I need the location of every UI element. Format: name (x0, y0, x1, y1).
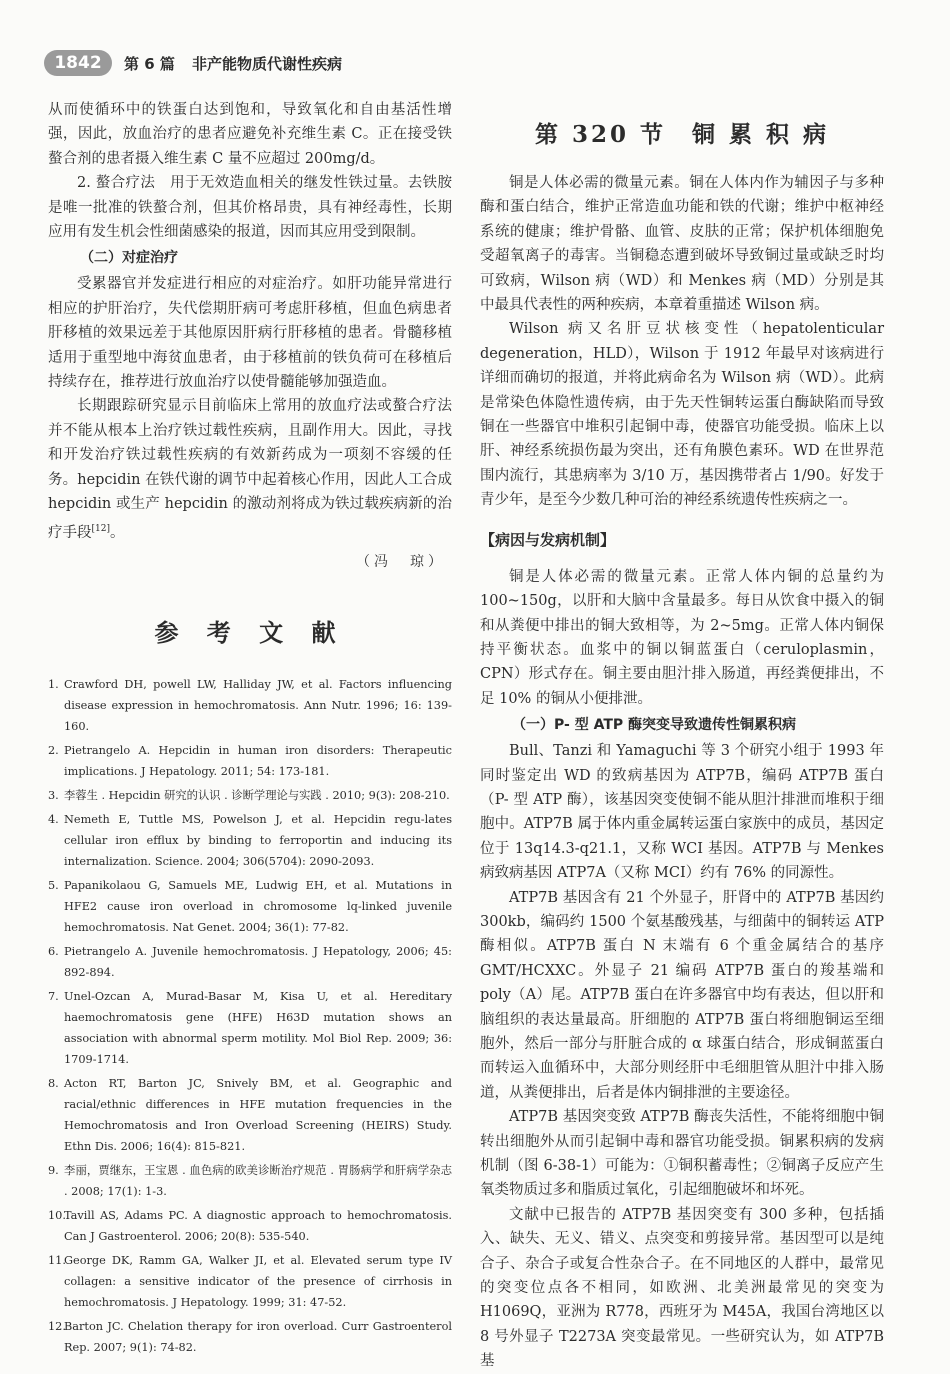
reference-number: 5. (48, 878, 59, 892)
part-label: 第 6 篇 (124, 55, 175, 73)
paragraph: 铜是人体必需的微量元素。铜在人体内作为辅因子与多种酶和蛋白结合，维护正常造血功能和铁的代谢；维护中枢神经系统的健康；维护骨骼、血管、皮肤的正常；保护机体细胞免受超氧离子的毒害。当铜稳态遭到破坏导致铜过量或缺乏时均可致病，Wilson 病（WD）和 Menkes 病（MD）分别是其中最具代表性的两种疾病，本章着重描述 Wilson 病。 (480, 175, 884, 314)
reference-number: 7. (48, 989, 59, 1003)
paragraph: Bull、Tanzi 和 Yamaguchi 等 3 个研究小组于 1993 年同时鉴定出 WD 的致病基因为 ATP7B，编码 ATP7B 蛋白（P- 型 ATP 酶），该基因突变使铜不能从胆汁排泄而堆积于细胞中。ATP7B 属于体内重金属转运蛋白家族中的成员，基因定位于 13q14.3-q21.1，又称 WCI 基因。ATP7B 与 Menkes 病致病基因 ATP7A（又称 MCI）约有 76% 的同源性。 (480, 743, 884, 882)
reference-text: 李丽，贾继东，王宝恩 . 血色病的欧美诊断治疗规范 . 胃肠病学和肝病学杂志 . 2008; 17(1): 1-3. (64, 1163, 452, 1198)
citation: [12] (91, 523, 110, 534)
paragraph-text: 长期跟踪研究显示目前临床上常用的放血疗法或螯合疗法并不能从根本上治疗铁过载性疾病，且副作用大。因此，寻找和开发治疗铁过载性疾病的有效新药成为一项刻不容缓的任务。hepcidin 在铁代谢的调节中起着核心作用，因此人工合成 hepcidin 或生产 hepcidin 的激动剂将成为铁过载疾病新的治疗手段 (48, 398, 452, 541)
reference-item (48, 1160, 452, 1202)
left-column (48, 98, 452, 1361)
reference-number: 10. (48, 1208, 66, 1222)
reference-item (48, 1205, 452, 1247)
reference-list (48, 674, 452, 1358)
reference-number: 6. (48, 944, 59, 958)
reference-text: Acton RT, Barton JC, Snively BM, et al. Geographic and racial/ethnic differences in HFE mutation frequencies in the Hemochromatosis and Iron Overload Screening (HEIRS) Study. Ethn Dis. 2006; 16(4): 815-821. (64, 1076, 452, 1153)
paragraph: 铜是人体必需的微量元素。正常人体内铜的总量约为 100~150g，以肝和大脑中含量最多。每日从饮食中摄入的铜和从粪便中排出的铜大致相等，为 2~5mg。正常人体内铜保持平衡状态。血浆中的铜以铜蓝蛋白（ceruloplasmin，CPN）形式存在。铜主要由胆汁排入肠道，再经粪便排出，不足 10% 的铜从小便排泄。 (480, 568, 884, 707)
references-title: 参 考 文 献 (154, 617, 346, 647)
reference-item (48, 941, 452, 983)
reference-text: 李蓉生 . Hepcidin 研究的认识 . 诊断学理论与实践 . 2010; 9(3): 208-210. (64, 788, 450, 802)
reference-number: 2. (48, 743, 59, 757)
reference-text: George DK, Ramm GA, Walker JI, et al. Elevated serum type IV collagen: a sensitive indicator of the presence of cirrhosis in hemochromatosis. J Hepatology. 1999; 31: 47-52. (64, 1253, 452, 1309)
reference-item (48, 809, 452, 872)
reference-text: Pietrangelo A. Hepcidin in human iron disorders: Therapeutic implications. J Hepatology. 2011; 54: 173-181. (64, 743, 452, 778)
reference-text: Crawford DH, powell LW, Halliday JW, et al. Factors influencing disease expression in hemochromatosis. Ann Nutr. 1996; 16: 139-160. (64, 677, 452, 733)
paragraph (48, 394, 452, 544)
reference-text: Nemeth E, Tuttle MS, Powelson J, et al. Hepcidin regu-lates cellular iron efflux by binding to ferroportin and inducing its internalization. Science. 2004; 306(5704): 2090-2093. (64, 812, 452, 868)
reference-number: 9. (48, 1163, 59, 1177)
right-column (480, 116, 884, 1374)
reference-number: 3. (48, 788, 59, 802)
paragraph: 文献中已报告的 ATP7B 基因突变有 300 多种，包括插入、缺失、无义、错义、点突变和剪接异常。基因型可以是纯合子、杂合子或复合性杂合子。在不同地区的人群中，最常见的突变位点各不相同，如欧洲、北美洲最常见的突变为 H1069Q，亚洲为 R778，西班牙为 M45A，我国台湾地区以 8 号外显子 T2273A 突变最常见。一些研究认为，如 ATP7B 基 (480, 1206, 884, 1370)
running-header (44, 50, 904, 80)
reference-number: 12. (48, 1319, 66, 1333)
reference-item (48, 674, 452, 737)
page-number: 1842 (44, 50, 112, 76)
reference-item (48, 785, 452, 806)
reference-text: Unel-Ozcan A, Murad-Basar M, Kisa U, et al. Hereditary haemochromatosis gene (HFE) H63D mutation shows an association with abnormal sperm motility. Mol Biol Rep. 2009; 36: 1709-1714. (64, 989, 452, 1066)
part-title: 非产能物质代谢性疾病 (192, 55, 343, 73)
paragraph: Wilson 病又名肝豆状核变性（hepatolenticular degeneration，HLD），Wilson 于 1912 年最早对该病进行详细而确切的报道，并将此病命名为 Wilson 病（WD）。此病是常染色体隐性遗传病，由于先天性铜转运蛋白酶缺陷而导致铜在一些器官中堆积引起铜中毒，使器官功能受损。临床上以肝、神经系统损伤最为突出，还有角膜色素环。WD 在世界范围内流行，其患病率为 3/10 万，基因携带者占 1/90。好发于青少年，是至今少数几种可治的神经系统遗传性疾病之一。 (480, 321, 884, 509)
reference-item (48, 986, 452, 1070)
reference-item (48, 875, 452, 938)
reference-text: Tavill AS, Adams PC. A diagnostic approach to hemochromatosis. Can J Gastroenterol. 2006; 20(8): 535-540. (64, 1208, 452, 1243)
reference-number: 4. (48, 812, 59, 826)
reference-text: Barton JC. Chelation therapy for iron overload. Curr Gastroenterol Rep. 2007; 9(1): 74-82. (64, 1319, 452, 1354)
author-signature: （冯 琼） (356, 553, 446, 570)
paragraph: 从而使循环中的铁蛋白达到饱和，导致氧化和自由基活性增强，因此，放血治疗的患者应避免补充维生素 C。正在接受铁螯合剂的患者摄入维生素 C 量不应超过 200mg/d。 (48, 102, 452, 167)
reference-number: 8. (48, 1076, 59, 1090)
reference-number: 11. (48, 1253, 66, 1267)
paragraph: 2. 螯合疗法 用于无效造血相关的继发性铁过量。去铁胺是唯一批准的铁螯合剂，但其价格昂贵，具有神经毒性，长期应用有发生机会性细菌感染的报道，因而其应用受到限制。 (48, 175, 452, 241)
reference-item (48, 1316, 452, 1358)
section-heading: 【病因与发病机制】 (480, 530, 616, 549)
section-title: 第 320 节 铜 累 积 病 (534, 121, 830, 148)
reference-text: Pietrangelo A. Juvenile hemochromatosis. J Hepatology, 2006; 45: 892-894. (64, 944, 452, 979)
reference-item (48, 740, 452, 782)
paragraph: ATP7B 基因突变致 ATP7B 酶丧失活性，不能将细胞中铜转出细胞外从而引起铜中毒和器官功能受损。铜累积病的发病机制（图 6-38-1）可能为：①铜积蓄毒性；②铜离子反应产生氧类物质过多和脂质过氧化，引起细胞破坏和坏死。 (480, 1109, 884, 1199)
paragraph: ATP7B 基因含有 21 个外显子，肝肾中的 ATP7B 基因约 300kb，编码约 1500 个氨基酸残基，与细菌中的铜转运 ATP 酶相似。ATP7B 蛋白 N 末端有 6 个重金属结合的基序 GMT/HCXXC。外显子 21 编码 ATP7B 蛋白的羧基端和 poly（A）尾。ATP7B 蛋白在许多器官中均有表达，但以肝和脑组织的表达量最高。肝细胞的 ATP7B 蛋白将细胞铜运至细胞外，然后一部分与肝脏合成的 α 球蛋白结合，形成铜蓝蛋白而转运入血循环中，大部分则经肝中毛细胆管从胆汁中排入肠道，从粪便排出，后者是体内铜排泄的主要途径。 (480, 889, 884, 1101)
reference-item (48, 1250, 452, 1313)
reference-number: 1. (48, 677, 59, 691)
subheading: （一）P- 型 ATP 酶突变导致遗传性铜累积病 (512, 717, 797, 734)
subheading: （二）对症治疗 (80, 250, 178, 267)
reference-text: Papanikolaou G, Samuels ME, Ludwig EH, et al. Mutations in HFE2 cause iron overload in chromosome lq-linked juvenile hemochromatosis. Nat Genet. 2004; 36(1): 77-82. (64, 878, 452, 934)
reference-item (48, 1073, 452, 1157)
paragraph: 受累器官并发症进行相应的对症治疗。如肝功能异常进行相应的护肝治疗，失代偿期肝病可考虑肝移植，但血色病患者肝移植的效果远差于其他原因肝病行肝移植的患者。骨髓移植适用于重型地中海贫血患者，由于移植前的铁负荷可在移植后持续存在，推荐进行放血治疗以使骨髓能够加强造血。 (48, 276, 452, 391)
paragraph-end: 。 (109, 524, 125, 541)
